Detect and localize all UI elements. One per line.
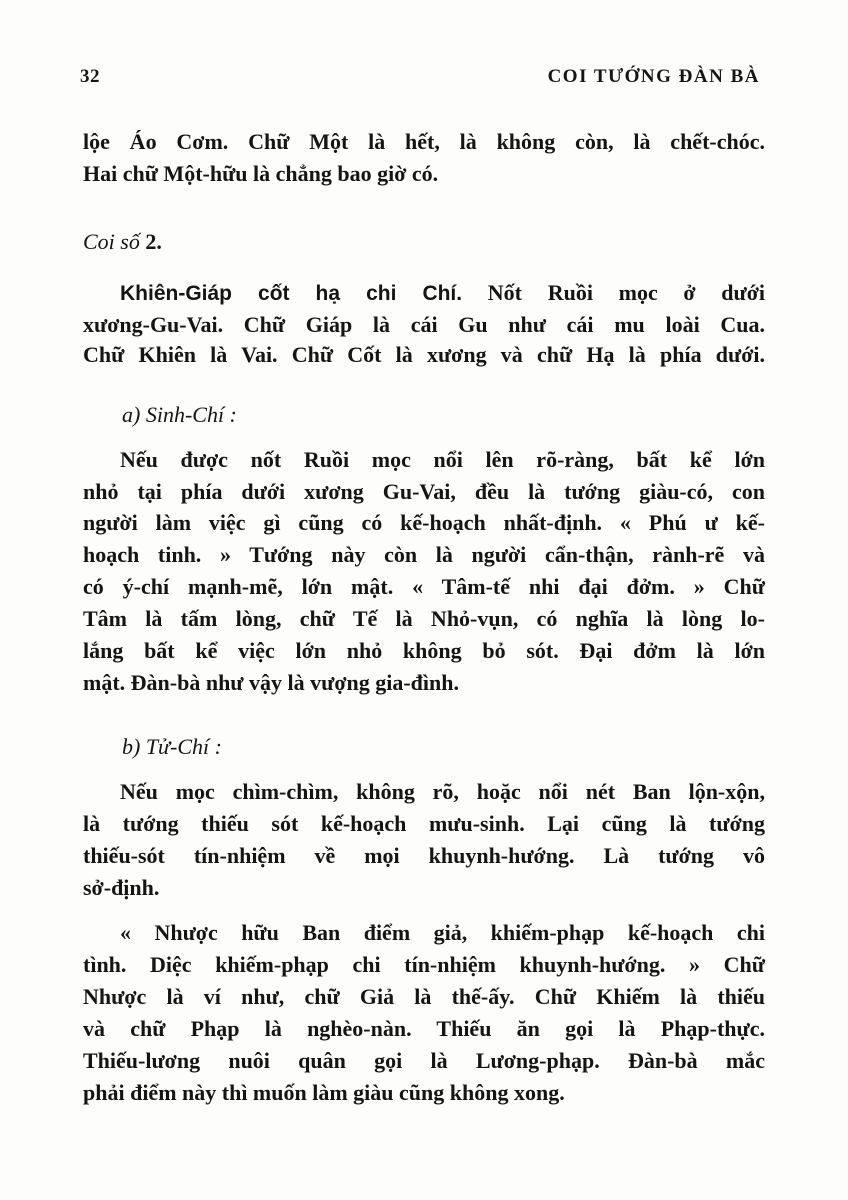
section-number: 2. [145, 229, 162, 254]
text-line: nhỏ tại phía dưới xương Gu-Vai, đều là tướng giàu-có, con [83, 479, 765, 504]
text-line: mật. Đàn-bà như vậy là vượng gia-đình. [83, 670, 459, 695]
text-line: Nếu được nốt Ruồi mọc nổi lên rõ-ràng, bất kể lớn [120, 447, 765, 472]
text-line: lắng bất kể việc lớn nhỏ không bỏ sót. Đại đởm là lớn [83, 638, 765, 663]
running-title: COI TƯỚNG ĐÀN BÀ [547, 66, 760, 87]
text-line: tình. Diệc khiếm-phạp chi tín-nhiệm khuynh-hướng. » Chữ [83, 952, 765, 977]
text-line: sở-định. [83, 875, 160, 900]
text-line: người làm việc gì cũng có kế-hoạch nhất-định. « Phú ư kế- [83, 510, 765, 535]
text-line: xương-Gu-Vai. Chữ Giáp là cái Gu như cái mu loài Cua. [83, 312, 765, 337]
text-line: Chữ Khiên là Vai. Chữ Cốt là xương và chữ Hạ là phía dưới. [83, 342, 765, 367]
text-line: và chữ Phạp là nghèo-nàn. Thiếu ăn gọi là Phạp-thực. [83, 1016, 765, 1041]
text-line [120, 279, 765, 308]
subsection-label: a) Sinh-Chí : [122, 402, 237, 427]
text-line-rest: Nốt Ruồi mọc ở dưới [487, 280, 765, 305]
section-label: Coi số [83, 229, 140, 254]
text-line: hoạch tinh. » Tướng này còn là người cẩn-thận, rành-rẽ và [83, 542, 765, 567]
text-line: Hai chữ Một-hữu là chẳng bao giờ có. [83, 161, 439, 186]
text-line: Thiếu-lương nuôi quân gọi là Lương-phạp. Đàn-bà mắc [83, 1048, 765, 1073]
text-line: « Nhược hữu Ban điểm giả, khiếm-phạp kế-hoạch chi [120, 920, 765, 945]
text-line: thiếu-sót tín-nhiệm về mọi khuynh-hướng. Là tướng vô [83, 843, 765, 868]
subsection-label: b) Tử-Chí : [122, 734, 222, 759]
text-line: lộe Áo Cơm. Chữ Một là hết, là không còn, là chết-chóc. [83, 129, 765, 154]
text-line: Nếu mọc chìm-chìm, không rõ, hoặc nổi nét Ban lộn-xộn, [120, 779, 765, 804]
lead-phrase: Khiên-Giáp cốt hạ chi Chí. [120, 282, 463, 305]
text-line: phải điểm này thì muốn làm giàu cũng không xong. [83, 1080, 565, 1105]
text-line: là tướng thiếu sót kế-hoạch mưu-sinh. Lại cũng là tướng [83, 811, 765, 836]
text-line: Nhược là ví như, chữ Giả là thế-ấy. Chữ Khiếm là thiếu [83, 984, 765, 1009]
page-number: 32 [80, 66, 100, 87]
text-line: có ý-chí mạnh-mẽ, lớn mật. « Tâm-tế nhi đại đởm. » Chữ [83, 574, 765, 599]
text-line: Tâm là tấm lòng, chữ Tế là Nhỏ-vụn, có nghĩa là lòng lo- [83, 606, 765, 631]
section-heading [83, 228, 162, 256]
